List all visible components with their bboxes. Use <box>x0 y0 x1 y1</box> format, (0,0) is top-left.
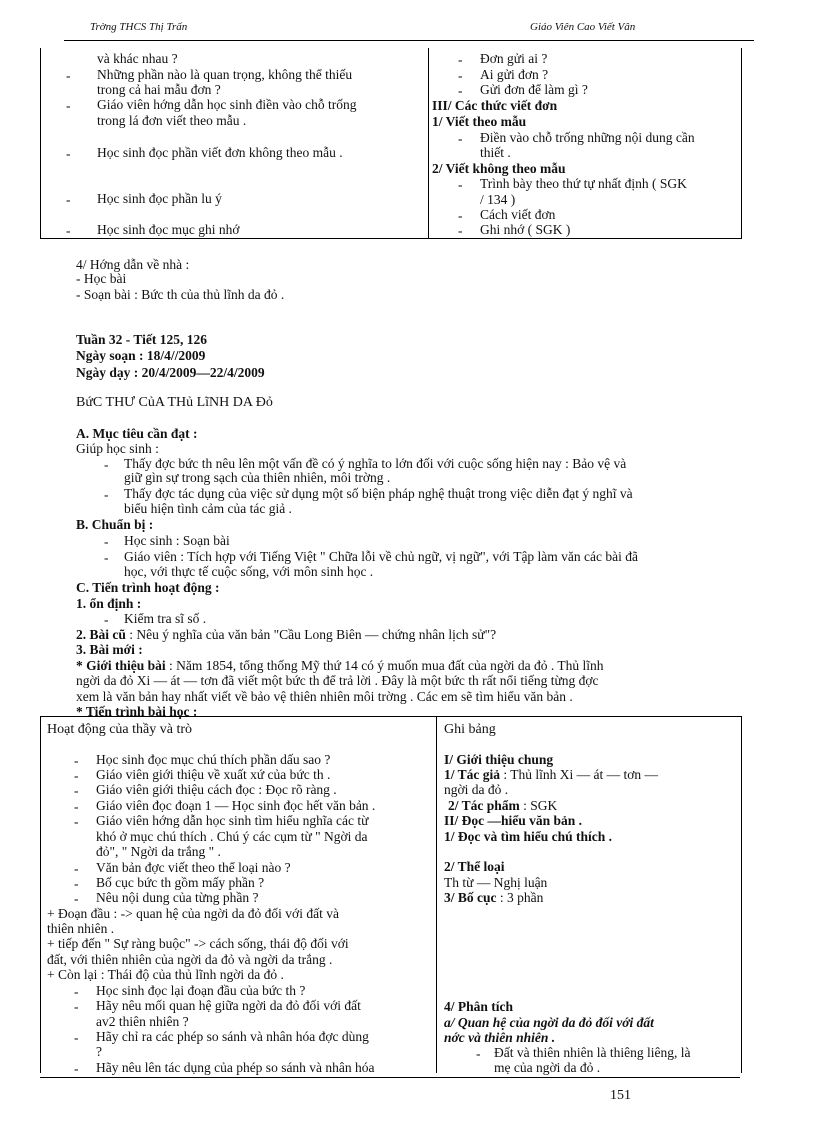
bullet: - <box>104 487 109 502</box>
bullet: - <box>74 814 79 829</box>
top-table-left-line: và khác nhau ? <box>97 51 178 66</box>
bullet: - <box>104 457 109 472</box>
top-table-left-line: Học sinh đọc phần viết đơn không theo mẫu . <box>97 145 343 160</box>
main-table-left-line: Học sinh đọc lại đoạn đầu của bức th ? <box>96 983 306 998</box>
main-table-left-line: khó ở mục chú thích . Chú ý các cụm từ " Ngời da <box>96 829 368 844</box>
header-school: Trờng THCS Thị Trấn <box>90 21 188 33</box>
lesson-week: Tuần 32 - Tiết 125, 126 <box>76 332 208 347</box>
preparation-teacher-cont: học, với thực tế cuộc sống, với môn sinh học . <box>124 564 374 579</box>
homework-item: - Học bài <box>76 271 127 286</box>
intro-line-3: xem là văn bản hay nhất viết về bảo vệ thiên nhiên môi trờng . Các em sẽ tìm hiểu văn bản . <box>76 689 573 704</box>
main-table-left-line: Giáo viên đọc đoạn 1 — Học sinh đọc hết văn bản . <box>96 798 376 813</box>
note-analysis-a-cont: nớc và thiên nhiên . <box>444 1030 556 1045</box>
top-table-right-line: III/ Các thức viết đơn <box>432 98 558 113</box>
bullet: - <box>458 83 463 98</box>
objectives-intro: Giúp học sinh : <box>76 441 159 456</box>
lesson-process: * Tiến trình bài học : <box>76 704 198 719</box>
bullet: - <box>104 612 109 627</box>
bullet: - <box>104 534 109 549</box>
main-table-left-line: Giáo viên hớng dẫn học sinh tìm hiểu nghĩa các từ <box>96 813 369 828</box>
bullet: - <box>458 131 463 146</box>
top-table-right-line: Điền vào chỗ trống những nội dung cần <box>480 130 695 145</box>
step-roll-call: Kiểm tra sĩ số . <box>124 611 207 626</box>
main-table-left-line: Hãy nêu lên tác dụng của phép so sánh và nhân hóa <box>96 1060 375 1075</box>
note-reading: II/ Đọc —hiểu văn bản . <box>444 813 583 828</box>
note-structure: 3/ Bố cục : 3 phần <box>444 890 544 905</box>
bullet: - <box>458 68 463 83</box>
top-table-divider <box>428 48 429 239</box>
main-table-head-left: Hoạt động của thầy và trò <box>47 722 193 737</box>
main-table-left-line: Học sinh đọc mục chú thích phần dấu sao ? <box>96 752 331 767</box>
step-old-lesson: 2. Bài cũ : Nêu ý nghĩa của văn bản "Cầu Long Biên — chứng nhân lịch sử"? <box>76 627 497 642</box>
homework-item: - Soạn bài : Bức th của thủ lĩnh da đỏ . <box>76 287 285 302</box>
note-genre-value: Th từ — Nghị luận <box>444 875 548 890</box>
lesson-teach-date: Ngày dạy : 20/4/2009—22/4/2009 <box>76 365 265 380</box>
objective-2-cont: biểu hiện tình cảm của tác giả . <box>124 501 292 516</box>
main-table-head-right: Ghi bảng <box>444 722 496 737</box>
note-vocab: 1/ Đọc và tìm hiểu chú thích . <box>444 829 613 844</box>
main-table-left-line: Hãy nêu mối quan hệ giữa ngời da đỏ đối với đất <box>96 998 361 1013</box>
bullet: - <box>458 52 463 67</box>
note-author: 1/ Tác giả : Thủ lĩnh Xi — át — tơn — <box>444 767 659 782</box>
lesson-title: BứC THƯ CủA THủ LĩNH DA Đỏ <box>76 395 273 410</box>
bullet: - <box>458 177 463 192</box>
note-analysis-a: a/ Quan hệ của ngời da đỏ đối với đất <box>444 1015 654 1030</box>
bullet: - <box>66 68 71 83</box>
page-number: 151 <box>610 1088 631 1103</box>
bullet: - <box>74 861 79 876</box>
bullet: - <box>74 999 79 1014</box>
main-table-left-line: Giáo viên giới thiệu về xuất xứ của bức th . <box>96 767 331 782</box>
bullet: - <box>74 783 79 798</box>
bullet: - <box>66 98 71 113</box>
top-table-left-line: trong cả hai mẫu đơn ? <box>97 82 221 97</box>
bullet: - <box>476 1046 481 1061</box>
main-table-left-line: + Còn lại : Thái độ của thủ lĩnh ngời da đỏ . <box>47 967 284 982</box>
bullet: - <box>74 1061 79 1076</box>
note-land-mother: mẹ của ngời da đỏ . <box>494 1060 601 1075</box>
main-table-left-line: Bố cục bức th gồm mấy phần ? <box>96 875 265 890</box>
note-author-cont: ngời da đỏ . <box>444 782 509 797</box>
top-table-right-line: Gửi đơn để làm gì ? <box>480 82 588 97</box>
objectives-title: A. Mục tiêu cần đạt : <box>76 426 198 441</box>
step-stabilize: 1. ổn định : <box>76 596 142 611</box>
top-table-right-line: thiết . <box>480 145 511 160</box>
note-work: 2/ Tác phẩm : SGK <box>448 798 558 813</box>
top-table-left-line: Những phần nào là quan trọng, không thể thiếu <box>97 67 353 82</box>
top-table-left-line: trong lá đơn viết theo mẫu . <box>97 113 247 128</box>
note-intro: I/ Giới thiệu chung <box>444 752 554 767</box>
main-table-left-line: + Đoạn đầu : -> quan hệ của ngời da đỏ đối với đất và <box>47 906 339 921</box>
main-table-left-line: av2 thiên nhiên ? <box>96 1014 189 1029</box>
intro-line-1: * Giới thiệu bài : Năm 1854, tổng thống Mỹ thứ 14 có ý muốn mua đất của ngời da đỏ . Thủ lĩnh <box>76 658 604 673</box>
top-table-right-line: 1/ Viết theo mẫu <box>432 114 527 129</box>
bullet: - <box>74 1030 79 1045</box>
bullet: - <box>74 768 79 783</box>
top-table-right-line: Ghi nhớ ( SGK ) <box>480 222 571 237</box>
bullet: - <box>74 984 79 999</box>
header-teacher: Giáo Viên Cao Viết Vân <box>530 21 636 33</box>
main-table-left-line: đỏ", " Ngời da trắng " . <box>96 844 221 859</box>
step-new-lesson: 3. Bài mới : <box>76 642 143 657</box>
main-table-left-line: + tiếp đến " Sự ràng buộc" -> cách sống, thái độ đối với <box>47 936 349 951</box>
top-table-left-line: Học sinh đọc phần lu ý <box>97 191 222 206</box>
top-table-right-line: Cách viết đơn <box>480 207 556 222</box>
bullet: - <box>66 192 71 207</box>
main-table-divider <box>436 716 437 1073</box>
intro-line-2: ngời da đỏ Xi — át — tơn đã viết một bức th để trả lời . Đây là một bức th rất nổi tiếng từng đợc <box>76 673 599 688</box>
bullet: - <box>74 876 79 891</box>
top-table-left-line: Giáo viên hớng dẫn học sinh điền vào chỗ trống <box>97 97 357 112</box>
note-analysis: 4/ Phân tích <box>444 999 514 1014</box>
note-genre: 2/ Thể loại <box>444 859 505 874</box>
preparation-teacher: Giáo viên : Tích hợp với Tiếng Việt " Chữa lỗi về chủ ngữ, vị ngữ", với Tập làm văn các bài đã <box>124 549 639 564</box>
bullet: - <box>74 753 79 768</box>
header-rule <box>64 40 754 41</box>
bullet: - <box>458 208 463 223</box>
top-table-right-line: / 134 ) <box>480 192 516 207</box>
bullet: - <box>104 550 109 565</box>
top-table-left-line: Học sinh đọc mục ghi nhớ <box>97 222 240 237</box>
lesson-prep-date: Ngày soạn : 18/4//2009 <box>76 348 206 363</box>
bullet: - <box>74 799 79 814</box>
top-table-right-line: Trình bày theo thứ tự nhất định ( SGK <box>480 176 687 191</box>
process-title: C. Tiến trình hoạt động : <box>76 580 220 595</box>
main-table-left-line: Văn bản đợc viết theo thể loại nào ? <box>96 860 291 875</box>
bullet: - <box>66 146 71 161</box>
preparation-title: B. Chuẩn bị : <box>76 517 154 532</box>
main-table-left-line: đất, với thiên nhiên của ngời da đỏ và ngời da trắng . <box>47 952 333 967</box>
main-table-left-line: Hãy chỉ ra các phép so sánh và nhân hóa đợc dùng <box>96 1029 369 1044</box>
footer-rule <box>40 1077 740 1078</box>
main-table-left-line: ? <box>96 1044 102 1059</box>
bullet: - <box>458 223 463 238</box>
objective-1-cont: giữ gìn sự trong sạch của thiên nhiên, môi trờng . <box>124 470 391 485</box>
main-table-left-line: Giáo viên giới thiệu cách đọc : Đọc rõ ràng . <box>96 782 337 797</box>
bullet: - <box>66 223 71 238</box>
main-table-left-line: Nêu nội dung của từng phần ? <box>96 890 259 905</box>
objective-1: Thấy đợc bức th nêu lên một vấn đề có ý nghĩa to lớn đối với cuộc sống hiện nay : Bảo vệ và <box>124 456 627 471</box>
objective-2: Thấy đợc tác dụng của việc sử dụng một số biện pháp nghệ thuật trong việc diễn đạt ý nghĩ và <box>124 486 633 501</box>
top-table-right-line: 2/ Viết không theo mẫu <box>432 161 566 176</box>
bullet: - <box>74 891 79 906</box>
note-land-sacred: Đất và thiên nhiên là thiêng liêng, là <box>494 1045 691 1060</box>
preparation-students: Học sinh : Soạn bài <box>124 533 230 548</box>
top-table-right-line: Ai gửi đơn ? <box>480 67 549 82</box>
homework-title: 4/ Hớng dẫn về nhà : <box>76 257 190 272</box>
top-table-right-line: Đơn gửi ai ? <box>480 51 548 66</box>
main-table-left-line: thiên nhiên . <box>47 921 115 936</box>
